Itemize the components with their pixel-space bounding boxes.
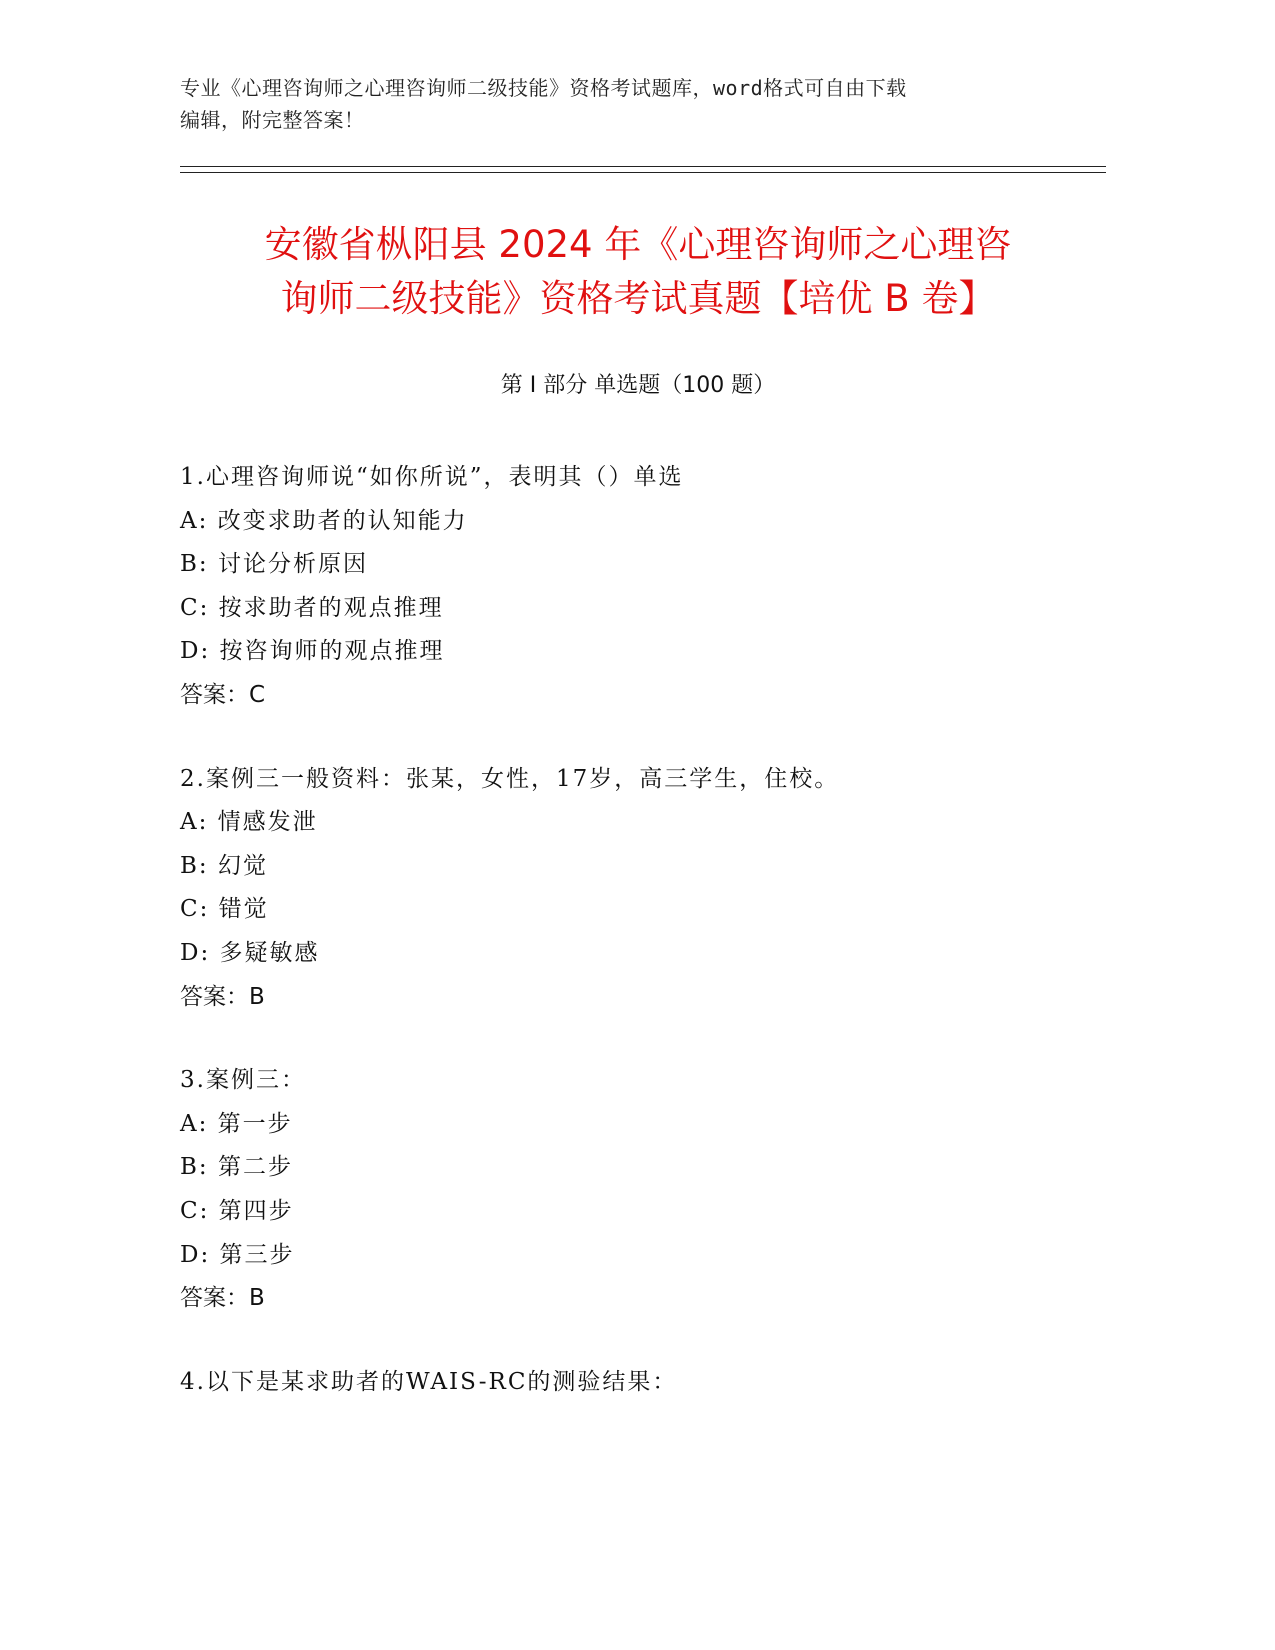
question-list [180,456,1096,1444]
question-1 [180,456,1096,718]
header-note [180,72,1060,136]
answer-label: 答案：C [180,681,266,708]
header-divider-top [180,166,1106,167]
question-4 [180,1361,1096,1405]
question-stem: 4.以下是某求助者的WAIS-RC的测验结果： [180,1368,678,1395]
document-title [180,218,1096,326]
header-note-line2: 编辑，附完整答案！ [180,108,365,132]
document-title-line2: 询师二级技能》资格考试真题【培优 B 卷】 [280,277,996,320]
option-c: C: 按求助者的观点推理 [180,594,444,621]
question-stem: 3.案例三： [180,1067,306,1094]
option-b: B: 第二步 [180,1154,293,1181]
answer-label: 答案：B [180,983,265,1010]
question-2 [180,758,1096,1020]
option-d: D: 多疑敏感 [180,939,320,966]
header-note-line1: 专业《心理咨询师之心理咨询师二级技能》资格考试题库，word格式可自由下载 [180,76,907,100]
option-d: D: 按咨询师的观点推理 [180,638,445,665]
option-a: A: 第一步 [180,1110,293,1137]
option-a: A: 改变求助者的认知能力 [180,507,468,534]
question-3 [180,1059,1096,1321]
answer-label: 答案：B [180,1285,265,1312]
option-a: A: 情感发泄 [180,809,318,836]
option-d: D: 第三步 [180,1241,295,1268]
option-c: C: 第四步 [180,1197,294,1224]
section-title: 第 I 部分 单选题（100 题） [500,373,776,398]
option-b: B: 讨论分析原因 [180,551,368,578]
header-divider-bottom [180,172,1106,173]
option-b: B: 幻觉 [180,852,268,879]
question-stem: 1.心理咨询师说“如你所说”，表明其（）单选 [180,464,684,490]
option-c: C: 错觉 [180,896,269,923]
question-stem: 2.案例三一般资料：张某，女性，17岁，高三学生，住校。 [180,765,840,792]
document-title-line1: 安徽省枞阳县 2024 年《心理咨询师之心理咨 [264,223,1012,266]
